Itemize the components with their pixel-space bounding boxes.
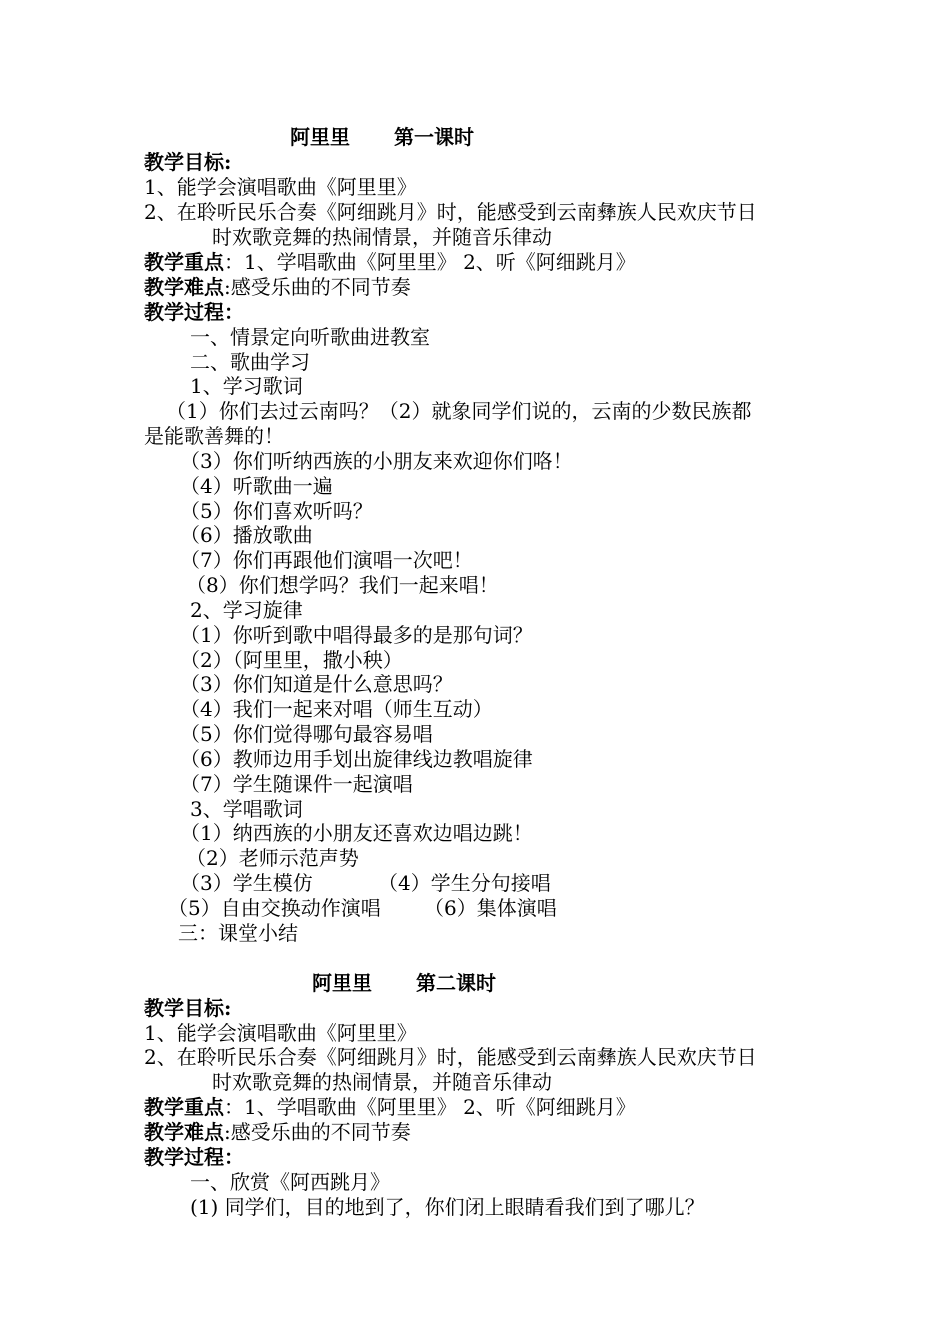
lesson1-line: （6）集体演唱 [424, 896, 557, 920]
lesson1-line: 1、学习歌词 [190, 374, 303, 398]
lesson1-goal2a: 2、在聆听民乐合奏《阿细跳月》时，能感受到云南彝族人民欢庆节日 [144, 200, 757, 224]
lesson1-line: 三：课堂小结 [178, 921, 298, 945]
lesson2-goal1: 1、能学会演唱歌曲《阿里里》 [144, 1021, 417, 1045]
lesson1-title-name: 阿里里 [290, 125, 350, 149]
lesson2-diff-label: 教学难点 [144, 1120, 224, 1144]
lesson1-line: （8）你们想学吗？我们一起来唱！ [186, 573, 499, 597]
lesson2-line: (1) 同学们，目的地到了，你们闭上眼睛看我们到了哪儿？ [190, 1195, 705, 1219]
lesson1-title [290, 125, 474, 150]
lesson1-line: （6）教师边用手划出旋律线边教唱旋律 [180, 747, 533, 771]
lesson1-line: （4）听歌曲一遍 [180, 474, 333, 498]
lesson1-diff-text: :感受乐曲的不同节奏 [224, 275, 411, 299]
lesson1-line: （3）你们听纳西族的小朋友来欢迎你们咯！ [180, 449, 573, 473]
lesson1-key-label: 教学重点 [144, 250, 224, 274]
lesson2-key-points [144, 1095, 636, 1120]
lesson2-process-label: 教学过程： [144, 1145, 244, 1169]
lesson1-key-text: ：1、学唱歌曲《阿里里》 2、听《阿细跳月》 [224, 250, 636, 274]
lesson2-goal2a: 2、在聆听民乐合奏《阿细跳月》时，能感受到云南彝族人民欢庆节日 [144, 1045, 757, 1069]
lesson1-difficulty [144, 275, 411, 300]
lesson2-key-text: ：1、学唱歌曲《阿里里》 2、听《阿细跳月》 [224, 1095, 636, 1119]
lesson1-line: （4）我们一起来对唱（师生互动） [180, 697, 493, 721]
lesson2-key-label: 教学重点 [144, 1095, 224, 1119]
lesson1-goal2b: 时欢歌竞舞的热闹情景，并随音乐律动 [212, 225, 552, 249]
lesson1-line: （4）学生分句接唱 [378, 871, 551, 895]
lesson1-line: （2）老师示范声势 [186, 846, 359, 870]
lesson1-line: （5）自由交换动作演唱 [168, 896, 381, 920]
lesson1-line: （5）你们觉得哪句最容易唱 [180, 722, 433, 746]
lesson1-line: （3）你们知道是什么意思吗？ [180, 672, 453, 696]
lesson2-line: 一、欣赏《阿西跳月》 [190, 1170, 390, 1194]
lesson1-line: （3）学生模仿 [180, 871, 313, 895]
lesson1-line: （5）你们喜欢听吗？ [180, 499, 373, 523]
lesson1-diff-label: 教学难点 [144, 275, 224, 299]
lesson1-line: 一、情景定向听歌曲进教室 [190, 325, 430, 349]
lesson2-diff-text: :感受乐曲的不同节奏 [224, 1120, 411, 1144]
lesson2-goal-label: 教学目标: [144, 996, 232, 1020]
lesson1-line: （7）学生随课件一起演唱 [180, 772, 413, 796]
lesson1-goal1: 1、能学会演唱歌曲《阿里里》 [144, 175, 417, 199]
lesson1-line: （1）你听到歌中唱得最多的是那句词？ [180, 623, 533, 647]
lesson1-line: （6）播放歌曲 [180, 523, 313, 547]
lesson1-line: （1）纳西族的小朋友还喜欢边唱边跳！ [180, 821, 533, 845]
lesson1-key-points [144, 250, 636, 275]
lesson1-process-label: 教学过程： [144, 300, 244, 324]
lesson1-line: （7）你们再跟他们演唱一次吧！ [180, 548, 473, 572]
lesson2-title-name: 阿里里 [312, 971, 372, 995]
lesson1-line: 2、学习旋律 [190, 598, 303, 622]
lesson2-difficulty [144, 1120, 411, 1145]
lesson2-title-period: 第二课时 [416, 971, 496, 995]
lesson1-line: （2）（阿里里，撒小秧） [180, 648, 403, 672]
lesson1-goal-label: 教学目标: [144, 150, 232, 174]
lesson1-title-period: 第一课时 [394, 125, 474, 149]
lesson1-line: 是能歌善舞的！ [144, 424, 284, 448]
lesson1-line: （1）你们去过云南吗？（2）就象同学们说的，云南的少数民族都 [166, 399, 752, 423]
lesson1-line: 二、歌曲学习 [190, 350, 310, 374]
lesson2-goal2b: 时欢歌竞舞的热闹情景，并随音乐律动 [212, 1070, 552, 1094]
lesson2-title [312, 971, 496, 996]
lesson1-line: 3、学唱歌词 [190, 797, 303, 821]
